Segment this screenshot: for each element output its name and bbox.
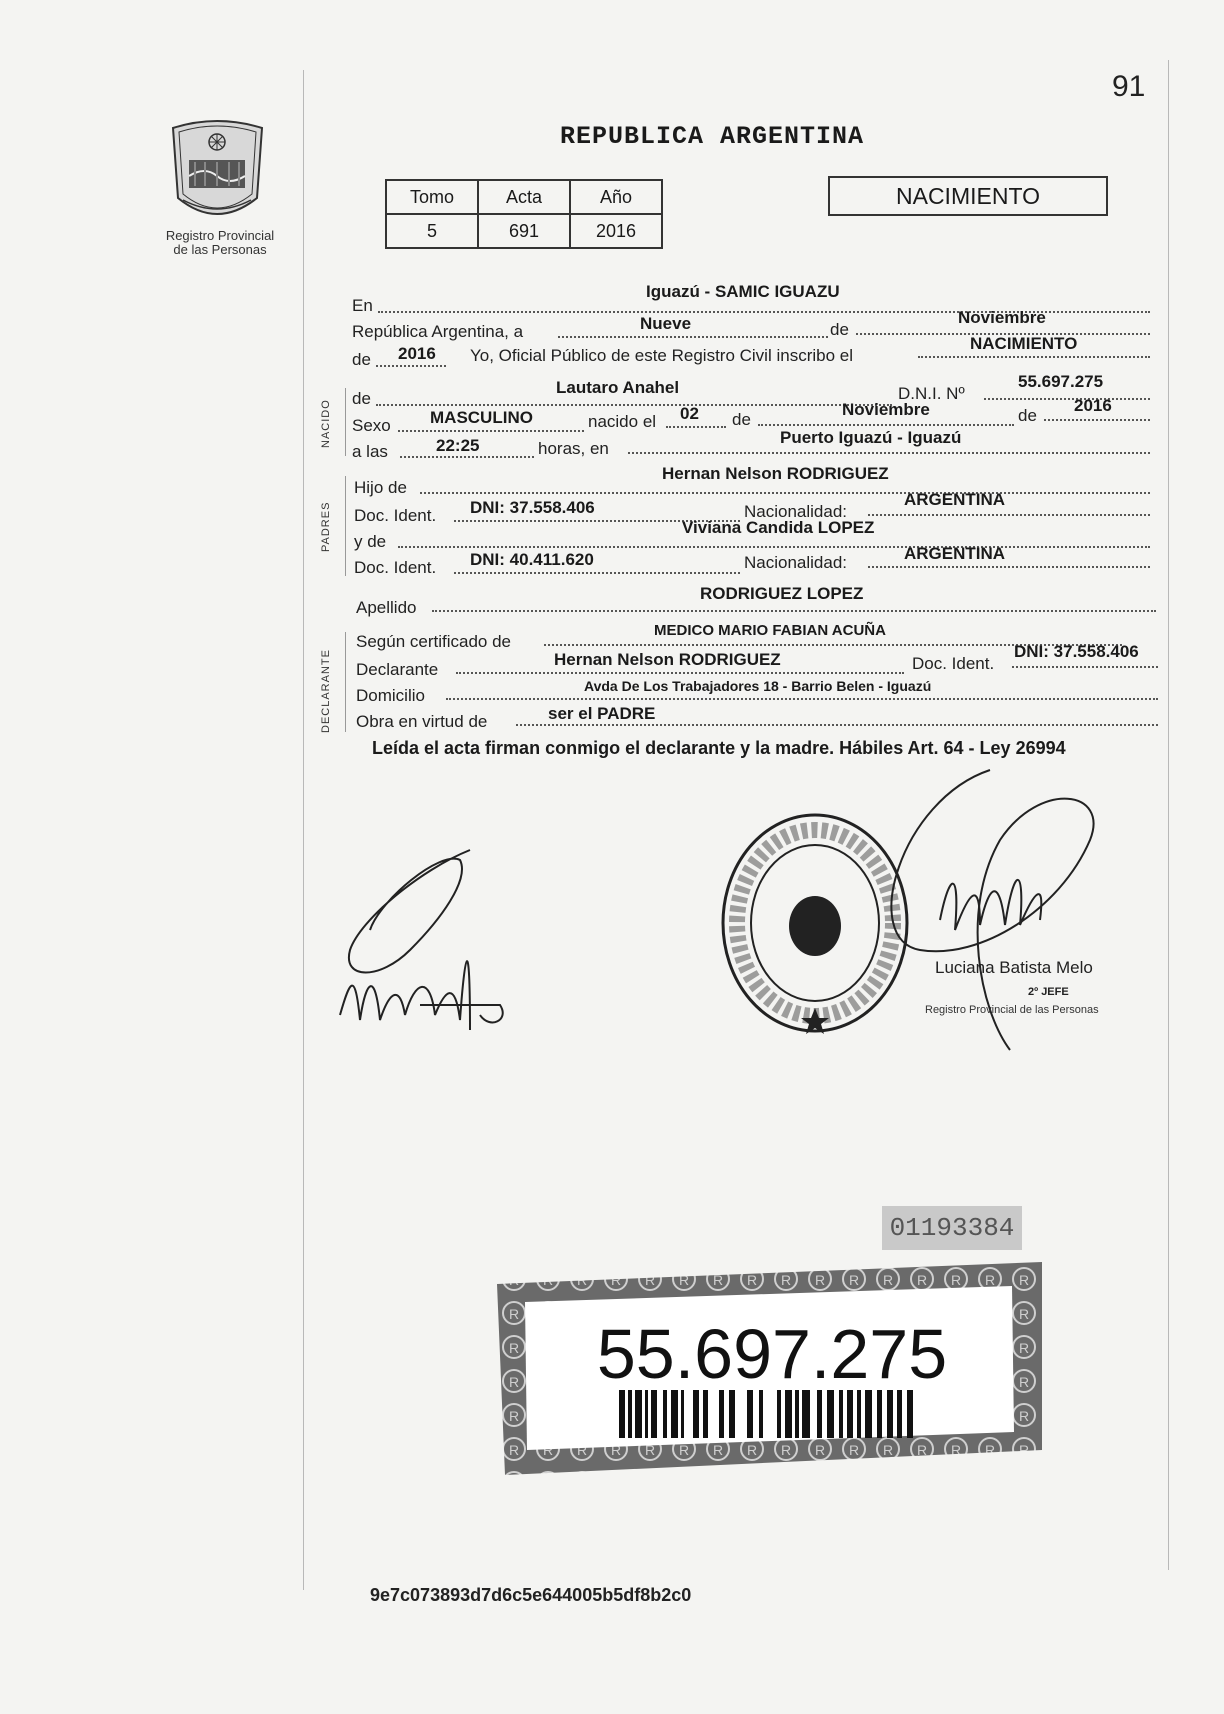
- dotted-leader: [454, 572, 740, 574]
- signer-office: Registro Provincial de las Personas: [925, 1004, 1099, 1016]
- en-value: Iguazú - SAMIC IGUAZU: [646, 282, 840, 301]
- signer-role: 2º JEFE: [1028, 986, 1069, 998]
- certificado-label: Según certificado de: [356, 632, 511, 651]
- registry-label: [150, 229, 290, 257]
- en-label: En: [352, 296, 373, 315]
- declarante-label: Declarante: [356, 660, 439, 679]
- left-margin-line: [303, 70, 304, 1590]
- dni-label: D.N.I. Nº: [898, 384, 965, 403]
- sexo-value: MASCULINO: [430, 408, 533, 427]
- dotted-leader: [376, 365, 446, 367]
- acta-header: Acta: [478, 180, 570, 214]
- de-label-1: de: [830, 320, 849, 339]
- nombre-value: Lautaro Anahel: [556, 378, 680, 397]
- doc-ident-label-2: Doc. Ident.: [354, 558, 437, 577]
- obra-value: ser el PADRE: [548, 704, 656, 723]
- dotted-leader: [1044, 419, 1150, 421]
- lugar-value: Puerto Iguazú - Iguazú: [780, 428, 962, 447]
- y-de-label: y de: [354, 532, 387, 551]
- padre-doc: DNI: 37.558.406: [470, 498, 595, 517]
- record-type-box: NACIMIENTO: [828, 176, 1108, 216]
- dotted-leader: [446, 698, 1158, 700]
- nacido-section-line: [345, 388, 346, 456]
- madre-value: Viviana Candida LOPEZ: [682, 518, 875, 537]
- dotted-leader: [558, 336, 828, 338]
- anio-value-text: 2016: [398, 344, 436, 363]
- serial-number: 01193384: [882, 1206, 1022, 1250]
- madre-doc: DNI: 40.411.620: [470, 550, 594, 569]
- a-las-label: a las: [352, 442, 388, 461]
- document-hash: 9e7c073893d7d6c5e644005b5df8b2c0: [370, 1585, 692, 1605]
- document-title: REPUBLICA ARGENTINA: [560, 122, 865, 151]
- padre-value: Hernan Nelson RODRIGUEZ: [662, 464, 889, 483]
- de-label-4: de: [732, 410, 751, 429]
- dotted-leader: [666, 426, 726, 428]
- tomo-value: 5: [386, 214, 478, 248]
- acta-value: 691: [478, 214, 570, 248]
- dotted-leader: [516, 724, 1158, 726]
- obra-label: Obra en virtud de: [356, 712, 488, 731]
- dotted-leader: [398, 546, 1150, 548]
- section-label-declarante: DECLARANTE: [320, 649, 332, 733]
- declarante-doc: DNI: 37.558.406: [1014, 642, 1139, 661]
- dotted-leader: [984, 398, 1150, 400]
- de-label-2: de: [352, 350, 371, 369]
- dotted-leader: [456, 672, 904, 674]
- dotted-leader: [918, 356, 1150, 358]
- tomo-acta-table: [385, 179, 663, 249]
- apellido-value: RODRIGUEZ LOPEZ: [700, 584, 864, 603]
- padre-nac: ARGENTINA: [904, 490, 1006, 509]
- dni-value: 55.697.275: [1018, 372, 1104, 391]
- certificado-value: MEDICO MARIO FABIAN ACUÑA: [654, 622, 886, 639]
- closing-statement: Leída el acta firman conmigo el declarante y la madre. Hábiles Art. 64 - Ley 26994: [372, 738, 1066, 758]
- section-label-nacido: NACIDO: [320, 399, 332, 448]
- dotted-leader: [432, 610, 1156, 612]
- domicilio-label: Domicilio: [356, 686, 425, 705]
- sexo-label: Sexo: [352, 416, 391, 435]
- declarante-value: Hernan Nelson RODRIGUEZ: [554, 650, 781, 669]
- page-number: 91: [1112, 70, 1146, 103]
- dia-value: Nueve: [640, 314, 692, 333]
- nacido-mes: Noviembre: [842, 400, 930, 419]
- doc-ident-label-1: Doc. Ident.: [354, 506, 437, 525]
- dotted-leader: [758, 424, 1014, 426]
- doc-ident-label-3: Doc. Ident.: [912, 654, 995, 673]
- domicilio-value: Avda De Los Trabajadores 18 - Barrio Belen - Iguazú: [584, 678, 932, 694]
- nacionalidad-label-2: Nacionalidad:: [744, 553, 848, 572]
- inscribo-text: Yo, Oficial Público de este Registro Civil inscribo el: [470, 346, 853, 365]
- declarante-section-line: [345, 632, 346, 732]
- province-emblem: [165, 118, 270, 228]
- madre-nac: ARGENTINA: [904, 544, 1006, 563]
- signer-name: Luciana Batista Melo: [935, 958, 1093, 977]
- nacido-anio: 2016: [1074, 396, 1112, 415]
- dotted-leader: [868, 514, 1150, 516]
- de-label-5: de: [1018, 406, 1037, 425]
- anio-header: Año: [570, 180, 662, 214]
- sticker-background: [497, 1262, 1042, 1475]
- anio-value: 2016: [570, 214, 662, 248]
- declarant-signature: [320, 830, 550, 1060]
- dotted-leader: [420, 492, 1150, 494]
- registry-label-line-2: de las Personas: [173, 242, 267, 257]
- nacionalidad-label-1: Nacionalidad:: [744, 502, 848, 521]
- registry-label-line-1: Registro Provincial: [165, 228, 275, 243]
- tomo-header: Tomo: [386, 180, 478, 214]
- padres-section-line: [345, 476, 346, 576]
- nacido-dia: 02: [680, 404, 699, 423]
- horas-en-label: horas, en: [538, 439, 609, 458]
- mes-value: Noviembre: [958, 308, 1046, 327]
- dotted-leader: [628, 452, 1150, 454]
- sticker-number: 55.697.275: [596, 1315, 948, 1393]
- hora-value: 22:25: [436, 436, 480, 455]
- right-margin-line: [1168, 60, 1169, 1570]
- inscribo-value: NACIMIENTO: [970, 334, 1078, 353]
- dotted-leader: [398, 430, 584, 432]
- section-label-padres: PADRES: [320, 501, 332, 552]
- nacido-label: nacido el: [588, 412, 657, 431]
- de-label-3: de: [352, 389, 371, 408]
- barcode-sticker: [497, 1262, 1042, 1475]
- dotted-leader: [400, 456, 534, 458]
- republica-label: República Argentina, a: [352, 322, 524, 341]
- dotted-leader: [1012, 666, 1158, 668]
- hijo-de-label: Hijo de: [354, 478, 407, 497]
- dotted-leader: [868, 566, 1150, 568]
- apellido-label: Apellido: [356, 598, 417, 617]
- dotted-leader: [376, 404, 892, 406]
